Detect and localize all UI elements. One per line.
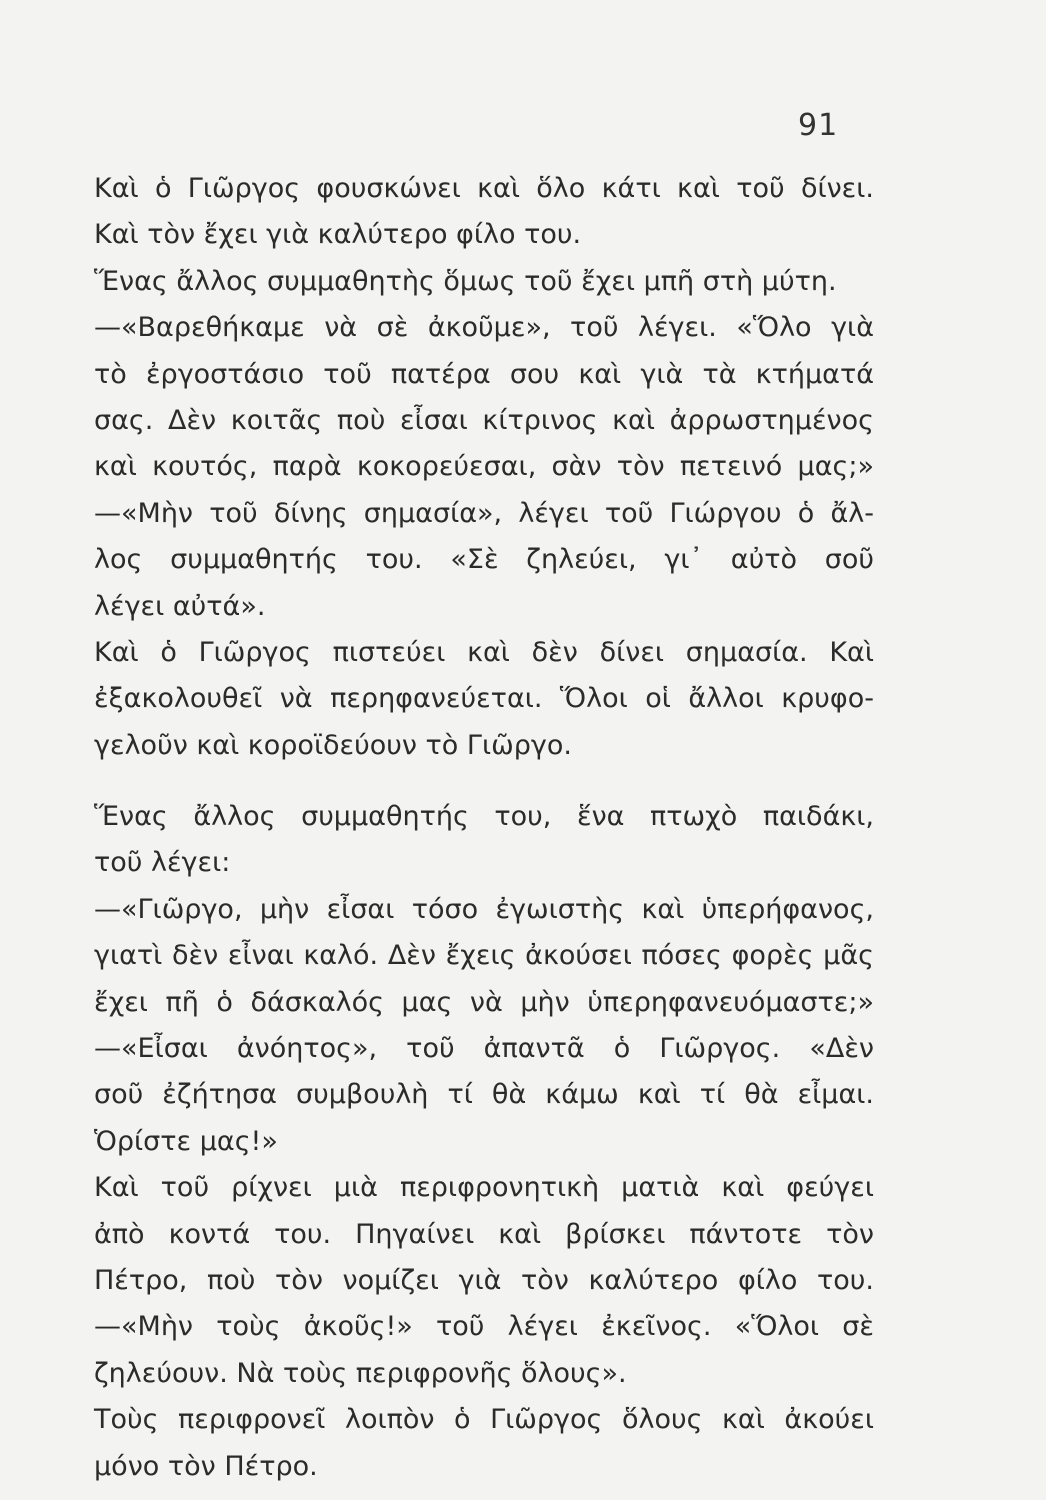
text-line: ἔχει πῆ ὁ δάσκαλός μας νὰ μὴν ὑπερηφανευόμαστε;»	[94, 986, 874, 1018]
text-line: —«Εἶσαι ἀνόητος», τοῦ ἀπαντᾶ ὁ Γιῶργος. «Δὲν	[94, 1033, 874, 1065]
text-line: γελοῦν καὶ κοροϊδεύουν τὸ Γιῶργο.	[94, 729, 572, 761]
page-number: 91	[798, 108, 839, 143]
text-line: ζηλεύουν. Νὰ τοὺς περιφρονῆς ὅλους».	[94, 1357, 627, 1389]
text-line: Καὶ ὁ Γιῶργος φουσκώνει καὶ ὅλο κάτι καὶ τοῦ δίνει.	[94, 173, 874, 204]
text-line: μόνο τὸν Πέτρο.	[94, 1450, 318, 1482]
text-line: ἐξακολουθεῖ νὰ περηφανεύεται. Ὅλοι οἱ ἄλλοι κρυφο-	[94, 683, 874, 715]
body-text	[94, 166, 874, 1490]
text-line: —«Γιῶργο, μὴν εἶσαι τόσο ἐγωιστὴς καὶ ὑπερήφανος,	[94, 893, 874, 925]
text-line: ἀπὸ κοντά του. Πηγαίνει καὶ βρίσκει πάντοτε τὸν	[94, 1218, 874, 1250]
text-line: Πέτρο, ποὺ τὸν νομίζει γιὰ τὸν καλύτερο φίλο του.	[94, 1264, 874, 1296]
text-line: Ἕνας ἄλλος συμμαθητὴς ὅμως τοῦ ἔχει μπῆ στὴ μύτη.	[94, 265, 837, 297]
text-line: Τοὺς περιφρονεῖ λοιπὸν ὁ Γιῶργος ὅλους καὶ ἀκούει	[94, 1404, 874, 1436]
text-line: καὶ κουτός, παρὰ κοκορεύεσαι, σὰν τὸν πετεινό μας;»	[94, 451, 874, 483]
text-line: —«Μὴν τοὺς ἀκοῦς!» τοῦ λέγει ἐκεῖνος. «Ὅλοι σὲ	[94, 1311, 874, 1343]
text-line: λέγει αὐτά».	[94, 590, 266, 622]
text-line: Καὶ τοῦ ρίχνει μιὰ περιφρονητικὴ ματιὰ καὶ φεύγει	[94, 1172, 874, 1204]
text-line: τὸ ἐργοστάσιο τοῦ πατέρα σου καὶ γιὰ τὰ κτήματά	[94, 358, 874, 390]
text-line: τοῦ λέγει:	[94, 847, 231, 879]
text-line: Ἕνας ἄλλος συμμαθητής του, ἕνα πτωχὸ παιδάκι,	[94, 801, 874, 833]
text-line: σοῦ ἐζήτησα συμβουλὴ τί θὰ κάμω καὶ τί θὰ εἶμαι.	[94, 1079, 874, 1111]
text-line: γιατὶ δὲν εἶναι καλό. Δὲν ἔχεις ἀκούσει πόσες φορὲς μᾶς	[94, 940, 874, 972]
text-line: λος συμμαθητής του. «Σὲ ζηλεύει, γι᾽ αὐτὸ σοῦ	[94, 544, 874, 576]
text-line: Καὶ τὸν ἔχει γιὰ καλύτερο φίλο του.	[94, 219, 582, 251]
text-line: σας. Δὲν κοιτᾶς ποὺ εἶσαι κίτρινος καὶ ἀρρωστημένος	[94, 404, 874, 436]
text-line: Ὁρίστε μας!»	[94, 1125, 278, 1157]
text-line: Καὶ ὁ Γιῶργος πιστεύει καὶ δὲν δίνει σημασία. Καὶ	[94, 636, 874, 668]
section-gap	[94, 769, 874, 794]
text-line: —«Βαρεθήκαμε νὰ σὲ ἀκοῦμε», τοῦ λέγει. «Ὅλο γιὰ	[94, 312, 874, 344]
text-line: —«Μὴν τοῦ δίνης σημασία», λέγει τοῦ Γιώργου ὁ ἄλ-	[94, 497, 874, 529]
